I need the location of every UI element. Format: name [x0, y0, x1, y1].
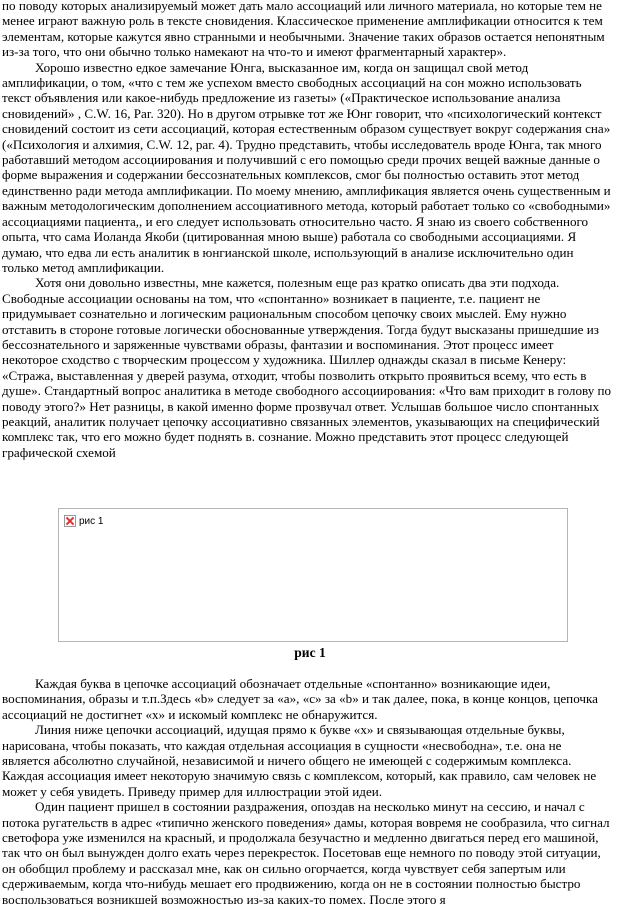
broken-image — [64, 514, 104, 528]
paragraph: Линия ниже цепочки ассоциаций, идущая прямо к букве «x» и связывающая отдельные буквы, нарисована, чтобы показать, что каждая отдельная ассоциация в сущности «несвободна», т.е. она не является абсолютно случайной, независимой и ничего общего не имеющей с содержимым комплекса. Каждая ассоциация имеет некоторую значимую связь с комплексом, который, как правило, сам человек не может у себя увидеть. Приведу пример для иллюстрации этой идеи. — [2, 722, 597, 799]
paragraph: Хотя они довольно известны, мне кажется, полезным еще раз кратко описать два эти подхода. Свободные ассоциации основаны на том, что «спонтанно» возникает в пациенте, т.е. пациент не придумывает сознательно и логическим рациональным способом цепочку своих мыслей. Ему нужно отставить в стороне готовые логически обоснованные утверждения. Тогда будут высказаны пришедшие из бессознательного и заряженные чувствами образы, фантазии и воспоминания. Этот процесс имеет некоторое сходство с творческим процессом у художника. Шиллер однажды сказал в письме Кенеру: «Стража, выставленная у дверей разума, отходит, чтобы позволить открыто проявиться всему, что есть в душе». Стандартный вопрос аналитика в методе свободного ассоциирования: «Что вам приходит в голову по поводу этого?» Нет разницы, в какой именно форме прозвучал ответ. Услышав большое число спонтанных реакций, аналитик получает цепочку ассоциативно связанных элементов, указывающих на специфический комплекс так, что его можно будет поднять в. сознание. Можно представить этот процесс следующей графической схемой — [2, 275, 612, 460]
paragraph: Один пациент пришел в состоянии раздражения, опоздав на несколько минут на сессию, и начал с потока ругательств в адрес «типично женского поведения» дамы, которая вовремя не сообразила, что сигнал светофора уже изменился на красный, и продолжала безучастно и медленно двигаться перед его машиной, так что он был вынужден долго ехать через перекресток. Посетовав еще немного по поводу этой ситуации, он обобщил проблему и рассказал мне, как он сильно огорчается, когда чувствует себя запертым или сдерживаемым, когда что-нибудь мешает его продвижению, когда он не в состоянии полностью быстро воспользоваться возникшей возможностью из-за каких-то помех. После этого я — [2, 799, 610, 907]
broken-image-icon — [64, 515, 76, 527]
paragraph: Хорошо известно едкое замечание Юнга, высказанное им, когда он защищал свой метод амплификации, о том, «что с тем же успехом вместо свободных ассоциаций на сон можно использовать текст объявления или какое-нибудь предложение из газеты» («Практическое использование анализа сновидений» , C.W. 16, Par. 320). Но в другом отрывке тот же Юнг говорит, что «психологический контекст сновидений состоит из сети ассоциаций, которая естественным образом существует вокруг содержания сна» («Психология и алхимия, C.W. 12, par. 4). Трудно представить, чтобы исследователь вроде Юнга, так много работавший методом ассоциирования и получивший с его помощью среди прочих вещей важные данные о форме выражения и содержании бессознательных комплексов, смог бы полностью оставить этот метод единственно ради метода амплификации. По моему мнению, амплификация является очень существенным и важным методологическим дополнением ассоциативного метода, который работает только со «свободными» ассоциациями пациента,, и его следует использовать относительно часто. Я знаю из своего собственного опыта, что сама Иоланда Якоби (цитированная мною выше) работала со свободными ассоциациями. Я думаю, что едва ли есть аналитик в юнгианской школе, использующий в анализе исключительно один только метод амплификации. — [2, 59, 611, 275]
figure-alt-text: рис 1 — [79, 515, 104, 527]
text-block-top — [2, 0, 612, 460]
paragraph: по поводу которых анализируемый может дать мало ассоциаций или личного материала, но которые тем не менее играют важную роль в тексте сновидения. Классическое применение амплификации относится к тем элементам, которые кажутся явно странными и необычными. Значение таких образов остается непонятным из-за того, что они обычно только намекают на что-то и имеют фрагментарный характер». — [2, 0, 605, 60]
figure-frame — [58, 508, 568, 642]
figure-caption: рис 1 — [294, 645, 326, 660]
text-block-bottom — [2, 676, 612, 907]
paragraph: Каждая буква в цепочке ассоциаций обозначает отдельные «спонтанно» возникающие идеи, воспоминания, образы и т.п.Здесь «b» следует за «a», «c» за «b» и так далее, пока, в конце концов, цепочка ассоциаций не достигнет «x» и искомый комплекс не обнаружится. — [2, 676, 598, 722]
